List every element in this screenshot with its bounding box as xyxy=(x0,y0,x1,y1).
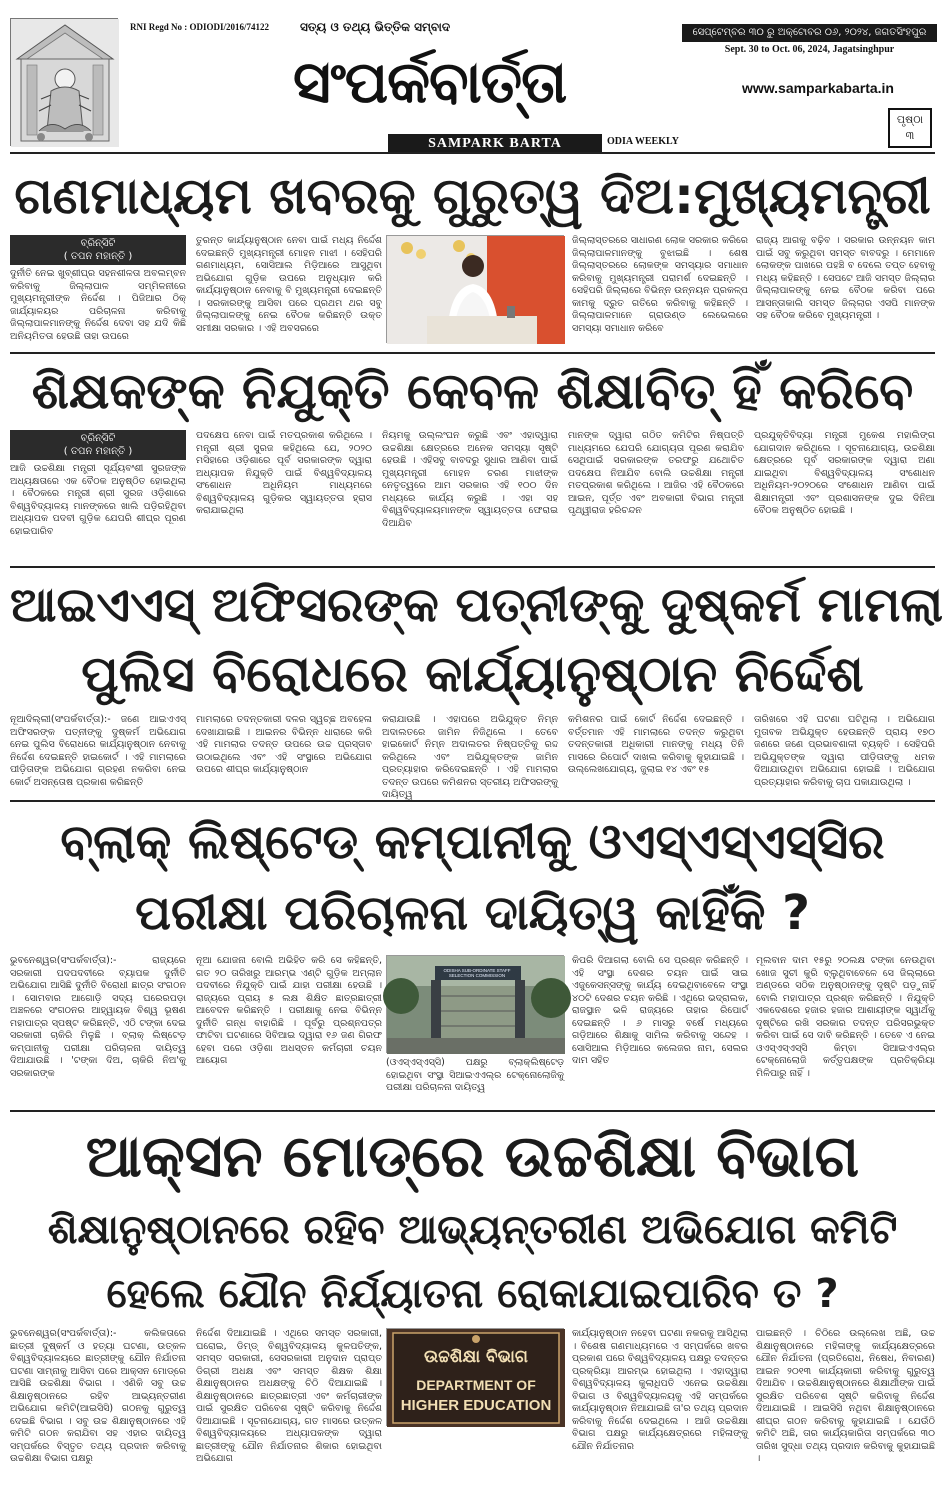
rni-number: RNI Regd No : ODIODI/2016/74122 xyxy=(130,22,270,32)
article-5-column-3 xyxy=(572,1328,748,1488)
divider xyxy=(10,800,935,802)
website-link[interactable]: www.samparkabarta.in xyxy=(742,80,894,96)
article-3-column-1 xyxy=(10,714,186,794)
headline-article-3-line-2: ପୁଲିସ ବିରୋଧରେ କାର୍ଯ୍ୟାନୁଷ୍ଠାନ ନିର୍ଦ୍ଦେଶ xyxy=(81,645,864,703)
headline-article-4-line-1: ବ୍ଲାକ୍ ଲିଷ୍ଟେଡ୍ କମ୍ପାନୀକୁ ଓଏସ୍‌ଏସ୍‌ଏସ୍‌ସିର xyxy=(60,814,885,870)
article-3-column-3 xyxy=(382,714,558,800)
article-text: କାର୍ଯ୍ୟାନୁଷ୍ଠାନ ନହେବା ଘଟଣା ନକରକୁ ଆସିଥିଲା । ବିଶେଷ ଗଣମାଧ୍ୟମରେ ଏ ସମ୍ପର୍କରେ ଖବର ପ୍ରକାଶ ପରେ ବିଶ୍ୱବିଦ୍ୟାଳୟ ପକ୍ଷରୁ ତଦନ୍ତର ପ୍ରକ୍ରିୟା ଆରମ୍ଭ ହୋଇଥିଲା । ଏହାଦ୍ୱାରା ବିଶ୍ୱବିଦ୍ୟାଳୟ କୁଲାଧିପତି ଏନେଇ ଉଚ୍ଚଶିକ୍ଷା ବିଭାଗ ଓ ବିଶ୍ୱବିଦ୍ୟାଳୟକୁ ଏହି ସମ୍ପର୍କରେ କାର୍ଯ୍ୟାନୁଷ୍ଠାନ ନିଆଯାଇଛି ତା'ର ତଥ୍ୟ ପ୍ରଦାନ କରିବାକୁ ନିର୍ଦ୍ଦେଶ ଦେଇଥିଲେ । ଆଜି ଉଚ୍ଚଶିକ୍ଷା ବିଭାଗ ପକ୍ଷରୁ କାର୍ଯ୍ୟକ୍ଷେତ୍ରରେ ମହିଳାଙ୍କୁ ଯୌନ ନିର୍ଯାତନାର xyxy=(572,1328,748,1452)
byline-place: ବ୍ରିନ୍‌ସିଟି xyxy=(80,433,116,444)
article-4 xyxy=(10,955,935,1105)
article-text: ମାମଲାରେ ତଦନ୍ତକାରୀ ଦଳର ସ୍ୱଚ୍ଛ ଅବହେଳା ଦେଖାଯାଇଛି । ଆଇନର ବିଭିନ୍ନ ଧାରାରେ କରି ଏହି ମାମଲାର ତଦନ୍ତ ଉପରେ ଉଚ୍ଚ ପ୍ରସ୍ତାବ ଉଠାଇଥିଲେ ଏବଂ ଏହି ସଂସ୍ଥାରେ ଅଭିଯୋଗ ଉପରେ ଶୀଘ୍ର କାର୍ଯ୍ୟାନୁଷ୍ଠାନ xyxy=(196,714,372,775)
ossc-photo xyxy=(386,955,564,1053)
page-label: ପୃଷ୍ଠା xyxy=(896,113,924,126)
article-2-column-1 xyxy=(10,430,186,560)
article-1 xyxy=(10,235,935,350)
article-text: ନିର୍ଦ୍ଦେଶ ଦିଆଯାଇଛି । ଏଥିରେ ସମସ୍ତ ସରକାରୀ, ଘରୋଇ, ଡିମ୍ଡ୍ ବିଶ୍ୱବିଦ୍ୟାଳୟ କୁଳପତିଙ୍କ, ସମସ୍ତ ସରକାରୀ, ସେସରକାରୀ ଅନୁଦାନ ପ୍ରାପ୍ତ ଡିଗ୍ରୀ ଅଧକ୍ଷ ଏବଂ ସମସ୍ତ ଶିକ୍ଷକ ଶିକ୍ଷା ଶିକ୍ଷାନୁଷ୍ଠାନର ଅଧକ୍ଷଙ୍କୁ ଚିଠି ଦିଆଯାଇଛି । ଶିକ୍ଷାନୁଷ୍ଠାନରେ ଛାତ୍ରଛାତ୍ରୀ ଏବଂ କର୍ମଚାରୀଙ୍କ ପାଇଁ ସୁରକ୍ଷିତ ପରିବେଶ ସୃଷ୍ଟି କରିବାକୁ ନିର୍ଦ୍ଦେଶ ଦିଆଯାଇଛି । ସୂଚନାଯୋଗ୍ୟ, ଗତ ମାସରେ ଉତ୍କଳ ବିଶ୍ୱବିଦ୍ୟାଳୟରେ ଅଧ୍ୟାପକଙ୍କ ଦ୍ୱାରା ଛାତ୍ରୀଙ୍କୁ ଯୌନ ନିର୍ଯାତନାର ଶିକାର ହୋଇଥିବା ଅଭିଯୋଗ xyxy=(196,1328,382,1464)
article-2-column-4 xyxy=(568,430,744,560)
masthead xyxy=(10,10,935,150)
caption-text: (ଓଏସ୍‌ଏସ୍‌ଏସ୍‌ସି) ପକ୍ଷରୁ ବ୍ଲାକ୍‌ଲିଷ୍ଟେଡ଼ ହୋଇଥିବା ସଂସ୍ଥା ସିଆଇଏଏଲ୍‌ର ଟେକ୍ନୋଲୋଜିକୁ ପରୀକ୍ଷା ପରିଚାଳନା ଦାୟିତ୍ୱ xyxy=(386,1057,564,1093)
sign-english-line-1: DEPARTMENT OF xyxy=(416,1377,536,1393)
masthead-divider xyxy=(10,152,935,154)
article-3-column-2 xyxy=(196,714,372,794)
headline-article-4-line-2: ପରୀକ୍ଷା ପରିଚାଳନା ଦାୟିତ୍ୱ କାହିଁକି ? xyxy=(135,885,810,941)
article-text: ପଦକ୍ଷେପ ନେବା ପାଇଁ ମତପ୍ରକାଶ କରିଥିଲେ । ମନ୍ତ୍ରୀ ଶ୍ରୀ ସୁରଜ କହିଥିଲେ ଯେ, ୨୦୨୦ ମସିହାରେ ଓଡ଼ିଶାରେ ପୂର୍ବ ସରକାରଙ୍କ ଦ୍ୱାରା ଅଧ୍ୟାପକ ନିଯୁକ୍ତି ପାଇଁ ବିଶ୍ୱବିଦ୍ୟାଳୟ ସଂଶୋଧନ ଅଧିନିୟମ ମାଧ୍ୟମରେ ବିଶ୍ୱବିଦ୍ୟାଳୟ ଗୁଡ଼ିକର ସ୍ୱାୟତ୍ତତା ହ୍ରାସ କରାଯାଇଥିଲା xyxy=(196,430,372,516)
photo-caption xyxy=(386,1057,564,1105)
article-3-column-5 xyxy=(754,714,935,794)
date-english: Sept. 30 to Oct. 06, 2024, Jagatsinghpur xyxy=(724,44,895,55)
logo-english: SAMPARK BARTA xyxy=(388,134,602,154)
ossc-photo-block xyxy=(386,955,564,1105)
article-text: ତୁରନ୍ତ କାର୍ଯ୍ୟାନୁଷ୍ଠାନ ନେବା ପାଇଁ ମଧ୍ୟ ନିର୍ଦ୍ଦେଶ ଦେଇଛନ୍ତି ମୁଖ୍ୟମନ୍ତ୍ରୀ ମୋହନ ମାଝୀ । ସେହିପରି ଗଣମାଧ୍ୟମ, ସୋସିଆଲ ମିଡ଼ିଆରେ ଆସୁଥିବା ଅଭିଯୋଗ ଗୁଡ଼ିକ ଉପରେ ଅନୁଧ୍ୟାନ କରି କାର୍ଯ୍ୟାନୁଷ୍ଠାନ ନେବାକୁ ବି ମୁଖ୍ୟମନ୍ତ୍ରୀ ଦେଇଛନ୍ତି । ସରକାରଙ୍କୁ ଆସିବା ପରେ ପ୍ରଥମ ଥର ସବୁ ଜିଲ୍ଲାପାଳଙ୍କୁ ନେଇ ବୈଠକ କରିଛନ୍ତି ଉକ୍ତ ସମୀକ୍ଷା ସରକାର । ଏହି ଅବସରରେ xyxy=(196,235,382,334)
article-text: ନିୟମକୁ ଉଲ୍ଲଂଘନ କରୁଛି ଏବଂ ଏହାଦ୍ୱାରା ଉଚ୍ଚଶିକ୍ଷା କ୍ଷେତ୍ରରେ ଅନେକ ସମସ୍ୟା ସୃଷ୍ଟି ହେଉଛି । ଏହିସବୁ ବାବଦରୁ ସୁଧାର ଆଣିବା ପାଇଁ ମୁଖ୍ୟମନ୍ତ୍ରୀ ମୋହନ ଚରଣ ମାଝୀଙ୍କ ନେତୃତ୍ୱରେ ଆମ ସରକାର ଏହି ୧୦୦ ଦିନ ମଧ୍ୟରେ କାର୍ଯ୍ୟ କରୁଛି । ଏହା ସହ ବିଶ୍ୱବିଦ୍ୟାଳୟମାନଙ୍କ ସ୍ୱାୟତ୍ତତା ଫେରାଇ ଦିଆଯିବ xyxy=(382,430,558,529)
article-5-column-4 xyxy=(756,1328,935,1488)
article-1-column-2 xyxy=(196,235,382,350)
date-odia: ସେପ୍ଟେମ୍ବର ୩୦ ରୁ ଅକ୍ଟୋବର ୦୬, ୨୦୨୪, ଜଗତସିଂହପୁର xyxy=(682,24,937,42)
article-2-column-5 xyxy=(754,430,935,560)
headline-article-3-line-1: ଆଇଏଏସ୍ ଅଫିସରଙ୍କ ପତ୍ନୀଙ୍କୁ ଦୁଷ୍କର୍ମ ମାମଲା xyxy=(10,577,943,633)
article-3-column-4 xyxy=(568,714,744,794)
article-2-column-2 xyxy=(196,430,372,560)
byline-author: ( ତପନ ମହାନ୍ତି ) xyxy=(63,446,133,457)
article-5-column-1 xyxy=(10,1328,186,1488)
article-text: ଆଜି ଉଚ୍ଚଶିକ୍ଷା ମନ୍ତ୍ରୀ ସୂର୍ଯ୍ୟବଂଶୀ ସୁରଜଙ୍କ ଅଧ୍ୟକ୍ଷତାରେ ଏକ ବୈଠକ ଅନୁଷ୍ଠିତ ହୋଇଥିଲା । ବୈଠକରେ ମନ୍ତ୍ରୀ ଶ୍ରୀ ସୁରଜ ଓଡ଼ିଶାରେ ବିଶ୍ୱବିଦ୍ୟାଳୟ ମାନଙ୍କରେ ଖାଲି ପଡ଼ିରହିଥିବା ଅଧ୍ୟାପକ ପଦବୀ ଗୁଡ଼ିକ ଯେପରି ଶୀଘ୍ର ପୂରଣ ହୋଇପାରିବ xyxy=(10,463,186,537)
article-text: ରାଜ୍ୟ ଆଗକୁ ବଢ଼ିବ । ସରକାର ଉନ୍ନୟନ କାମ ପାଇଁ ସବୁ କରୁଥିବା ସମସ୍ତ ବାବଦରୁ । ମେମାନେ ଲୋକଙ୍କ ପାଖରେ ପହଞ୍ଚି ବ ଦେଲେ ତପ୍ତ ହେବାକୁ ମଧ୍ୟ କହିଛନ୍ତି । ସେପଟେ ଆଜି ସମସ୍ତ ଜିଲ୍ଲାର ଜିଲ୍ଲାପାଳଙ୍କୁ ନେଇ ବୈଠକ କରିବା ପରେ ଆସନ୍ତାକାଲି ସମସ୍ତ ଜିଲ୍ଲାର ଏସପି ମାନଙ୍କ ସହ ବୈଠକ କରିବେ ମୁଖ୍ୟମନ୍ତ୍ରୀ । xyxy=(756,235,935,321)
byline-place: ବ୍ରିନ୍‌ସିଟି xyxy=(80,238,116,249)
headline-article-2: ଶିକ୍ଷକଙ୍କ ନିଯୁକ୍ତି କେବଳ ଶିକ୍ଷାବିତ୍ ହିଁ କରିବେ xyxy=(31,362,914,420)
divider xyxy=(10,566,935,568)
article-text: ମାନଙ୍କ ଦ୍ୱାରା ଗଠିତ କମିଟିର ନିଷ୍ପତ୍ତି ମାଧ୍ୟମରେ ଯେପରି ଯୋଗ୍ୟତା ପୂରଣ କରାଯିବ ସେଥିପାଇଁ ସରକାରଙ୍କ ତରଫରୁ ଯଥୋଚିତ ପଦକ୍ଷେପ ନିଆଯିବ ବୋଲି ଉଚ୍ଚଶିକ୍ଷା ମନ୍ତ୍ରୀ ମତପ୍ରକାଶ କରିଥିଲେ । ଆଜିର ଏହି ବୈଠକରେ ଆଇନ, ପୂର୍ତ୍ତ ଏବଂ ଅବକାରୀ ବିଭାଗ ମନ୍ତ୍ରୀ ପୃଥ୍ୱୀରାଜ ହରିଚନ୍ଦନ xyxy=(568,430,744,516)
page-number: ୩ xyxy=(905,129,915,142)
weekly-label: ODIA WEEKLY xyxy=(607,136,679,147)
page-number-box xyxy=(888,108,932,148)
deity-image xyxy=(11,19,119,147)
article-text: ଜିଲ୍ଲାସ୍ତରରେ ସାଧାରଣ ଲୋକ ସରକାର କରିରେ ଜିଲ୍ଲାପାଳମାନଙ୍କୁ ବୁଝାଇଛି । ଶେଷ ଜିଲ୍ଲାସ୍ତରରେ ଲୋକଙ୍କ ସମସ୍ୟାର ସମାଧାନ କରିବାକୁ ମୁଖ୍ୟମନ୍ତ୍ରୀ ପରାମର୍ଶ ଦେଇଛନ୍ତି । ସେହିପରି ଜିଲ୍ଲାରେ ବିଭିନ୍ନ ଉନ୍ନୟନ ପ୍ରକଳ୍ପ କାମକୁ ଦ୍ରୁତ ଗତିରେ କରିବାକୁ କହିଛନ୍ତି । ଜିଲ୍ଲାପାଳମାନେ ଗ୍ରାଉଣ୍ଡ ଲେଭେଲରେ ସମସ୍ୟା ସମାଧାନ କରିବେ xyxy=(572,235,748,334)
cm-photo xyxy=(386,235,564,343)
sign-odia-text: ଉଚ୍ଚଶିକ୍ଷା ବିଭାଗ xyxy=(424,1347,528,1367)
byline-author: ( ତପନ ମହାନ୍ତି ) xyxy=(63,251,133,262)
article-4-column-1 xyxy=(10,955,186,1105)
higher-education-sign-photo xyxy=(386,1328,564,1426)
article-5-column-2 xyxy=(196,1328,382,1488)
article-1-column-4 xyxy=(756,235,935,350)
gate-sign-text: ODISHA SUB-ORDINATE STAFF SELECTION COMMISSION xyxy=(443,968,511,978)
article-4-column-4 xyxy=(756,955,935,1105)
divider xyxy=(10,352,935,354)
article-4-column-2 xyxy=(196,955,382,1105)
article-text: କିପରି ଦିଆଗଲା ବୋଲି ସେ ପ୍ରଶ୍ନ କରିଛନ୍ତି । ଏହି ସଂସ୍ଥା ଦେଶର ଚୟନ ପାଇଁ ସାଇ ଏଜୁକେସନ୍‌ସଙ୍କୁ କାର୍ଯ୍ୟ ଦେଇଥିବାବେଳେ ସଂସ୍ଥା ୪୦ଟି ଦେଶର ଚୟନ କରିଛି । ଏଥିରେ ଭଦ୍ରାଲକ, ରାଜସ୍ଥାନ ଭଳି ରାଜ୍ୟରେ ତାହାର ରିପୋର୍ଟ ଦେଇଛନ୍ତି । ୬ ମାସରୁ ବର୍ଷେ ମଧ୍ୟରେ ଗଡ଼ିଆରେ ଶିକ୍ଷାକୁ ସାମିଲ କରିବାକୁ ସନ୍ଦେହ । ସୋସିଆଲ ମିଡ଼ିଆରେ କଲେଜର ନାମ, ସେଲର ଦାମ ସହିତ xyxy=(572,955,748,1066)
deity-illustration xyxy=(10,18,118,146)
headline-article-5-line-2: ଶିକ୍ଷାନୁଷ୍ଠାନରେ ରହିବ ଆଭ୍ୟନ୍ତରୀଣ ଅଭିଯୋଗ କମିଟି xyxy=(47,1207,898,1253)
article-text: କରାଯାଉଛି । ଏହାପରେ ଅଭିଯୁକ୍ତ ନିମ୍ନ ଅଦାଲତରେ ଜାମିନ ନିଜିଥିଲେ । ତେବେ ହାଇକୋର୍ଟ ନିମ୍ନ ଅଦାଲତର ନିଷ୍ପତ୍ତିକୁ ରଦ୍ଦ କରିଥିଲେ ଏବଂ ଅଭିଯୁକ୍ତଙ୍କ ଜାମିନ ପ୍ରତ୍ୟାହାର କରିଦେଇଛନ୍ତି । ଏହି ମାମଲାର ତଦନ୍ତ ଉପରେ କମିଶନର ସ୍ତରୀୟ ଅଫିସରଙ୍କୁ ଦାୟିତ୍ୱ xyxy=(382,714,558,800)
article-text: ଭୁବନେଶ୍ୱର(ସଂପର୍କବାର୍ତ୍ତା):- ରାଜ୍ୟରେ ସରକାରୀ ପଦପଦବୀରେ ବ୍ୟାପକ ଦୁର୍ନୀତି ଅଭିଯୋଗ ଆସିଛି ଦୁର୍ନୀତି ବିରୋଧୀ ଛାତ୍ର ସଂଗଠନ । ସୋମବାର ଆଗୋଡ଼ି ସଦ୍ୟ ଘରେରପଡ଼ା ଅଞ୍ଚଳରେ ସଂଗଠନର ଆହ୍ୱାୟକ ବିଶ୍ୱ ଭୂଷଣ ମହାପାତ୍ର ସ୍ପଷ୍ଟ କରିଛନ୍ତି, ଏଠି ଟଙ୍କା ଦେଇ ସରକାରୀ ଚାକିରି ମିଳୁଛି । ବ୍ଲାକ୍ ଲିଷ୍ଟେଡ଼ କମ୍ପାନୀକୁ ପରୀକ୍ଷା ପରିଚାଳନା ଦାୟିତ୍ୱ ଦିଆଯାଉଛି । 'ଟଙ୍କା ଦିଅ, ଚାକିରି ନିଅ'କୁ ସରକାରଙ୍କ xyxy=(10,955,186,1079)
article-3 xyxy=(10,714,935,800)
article-1-column-3 xyxy=(572,235,748,350)
article-4-column-3 xyxy=(572,955,748,1105)
article-text: ମୂଲବାନ ଦାମ ୧୫ରୁ ୨୦ଲକ୍ଷ ଟଙ୍କା ନେଉଥିବା ଖୋଜ ସୁଚୀ କୁରି ବ୍ଲୁଥିବାବେଳେ ସେ ଜିଲ୍ଲାରେ ଅଣ୍ଡରେ ସଠିକ ଅନୁଷ୍ଠାନଙ୍କୁ ଦୃଷ୍ଟି ପଡ଼ୁନାହିଁ ବୋଲି ମହାପାତ୍ର ପ୍ରଶ୍ନ କରିଛନ୍ତି । ନିଯୁକ୍ତି ଏକଦେଶରେ ହଜାର ହଜାର ଆଶାୟୀଙ୍କ ସ୍ୱାର୍ଥକୁ ଦୃଷ୍ଟିରେ ରଖି ସରକାର ତଦନ୍ତ ପରିସରଭୁକ୍ତ କରିବା ପାଇଁ ସେ ଦାବି କରିଛନ୍ତି । ତେବେ ଏ ନେଇ ଓଏସ୍‌ଏସ୍‌ଏସ୍‌ସି କିମ୍ବା ସିଆଇଏଏଲ୍‌ର ଟେକ୍ନୋଲୋଜି କର୍ତ୍ତୃପକ୍ଷଙ୍କ ପ୍ରତିକ୍ରିୟା ମିଳିପାରୁ ନାହିଁ । xyxy=(756,955,935,1079)
headline-article-5-line-1: ଆକ୍ସନ ମୋଡ୍‌ରେ ଉଚ୍ଚଶିକ୍ଷା ବିଭାଗ xyxy=(85,1122,860,1190)
chief-minister-image xyxy=(387,236,565,344)
headline-article-5-line-3: ହେଲେ ଯୌନ ନିର୍ଯ୍ୟାତନା ରୋକାଯାଇପାରିବ ତ ? xyxy=(106,1271,839,1317)
article-text: ନୂଆଦିଲ୍ଲୀ(ସଂପର୍କବାର୍ତ୍ତା):- ଜଣେ ଆଇଏଏସ୍ ଅଫିସରଙ୍କ ପତ୍ନୀଙ୍କୁ ଦୁଷ୍କର୍ମ ଅଭିଯୋଗ ନେଇ ପୁଲିସ ବିରୋଧରେ କାର୍ଯ୍ୟାନୁଷ୍ଠାନ ନେବାକୁ ନିର୍ଦ୍ଦେଶ ଦେଇଛନ୍ତି ହାଇକୋର୍ଟ । ଏହି ମାମଲାରେ ପୀଡ଼ିତାଙ୍କ ଅଭିଯୋଗ ଗ୍ରହଣ ନକରିବା ନେଇ କୋର୍ଟ ଅସନ୍ତୋଷ ପ୍ରକାଶ କରିଛନ୍ତି xyxy=(10,714,186,788)
tagline: ସତ୍ୟ ଓ ତଥ୍ୟ ଭିତ୍ତିକ ସମ୍ବାଦ xyxy=(300,20,451,34)
article-5 xyxy=(10,1328,935,1488)
byline xyxy=(10,430,186,460)
byline xyxy=(10,235,186,265)
article-text: କମିଶନର ପାଇଁ କୋର୍ଟ ନିର୍ଦ୍ଦେଶ ଦେଇଛନ୍ତି । ବର୍ତ୍ତମାନ ଏହି ମାମଲାରେ ତଦନ୍ତ କରୁଥିବା ତଦନ୍ତକାରୀ ଅଧିକାରୀ ମାନଙ୍କୁ ମଧ୍ୟ ତିନି ମାସରେ ରିପୋର୍ଟ ଦାଖଲ କରିବାକୁ କୁହାଯାଇଛି । ଉଲ୍ଲେଖଯୋଗ୍ୟ, ଜୁଲାଇ ୧୪ ଏବଂ ୧୫ xyxy=(568,714,744,775)
sign-english-line-2: HIGHER EDUCATION xyxy=(400,1397,552,1414)
article-2-column-3 xyxy=(382,430,558,560)
divider xyxy=(10,1110,935,1112)
newspaper-logo: ସଂପର୍କବାର୍ତ୍ତା xyxy=(293,48,567,116)
article-text: ଭୁବନେଶ୍ୱର(ସଂପର୍କବାର୍ତ୍ତା):- କଲିକତାରେ ଛାତ୍ରୀ ଦୁଷ୍କର୍ମ ଓ ହତ୍ୟା ଘଟଣା, ଉତ୍କଳ ବିଶ୍ୱବିଦ୍ୟାଳୟରେ ଛାତ୍ରୀଙ୍କୁ ଯୌନ ନିର୍ଯାତନା ଘଟଣା ସାମ୍ନାକୁ ଆସିବା ପରେ ଆକ୍ସନ ମୋଡ୍‌ରେ ଆସିଛି ଉଚ୍ଚଶିକ୍ଷା ବିଭାଗ । ଏଣିକି ସବୁ ଉଚ୍ଚ ଶିକ୍ଷାନୁଷ୍ଠାନରେ ରହିବ ଆଭ୍ୟନ୍ତରୀଣ ଅଭିଯୋଗ କମିଟି(ଆଇସିସି) ଗଠନକୁ ଗୁରୁତ୍ୱ ଦେଇଛି ବିଭାଗ । ସବୁ ଉଚ୍ଚ ଶିକ୍ଷାନୁଷ୍ଠାନରେ ଏହି କମିଟି ଗଠନ କରାଯିବା ସହ ଏହାର ଦାୟିତ୍ୱ ସମ୍ପର୍କରେ ବିସ୍ତୃତ ତଥ୍ୟ ପ୍ରଦାନ କରିବାକୁ ଉଚ୍ଚଶିକ୍ଷା ବିଭାଗ ପକ୍ଷରୁ xyxy=(10,1328,186,1464)
headline-article-1: ଗଣମାଧ୍ୟମ ଖବରକୁ ଗୁରୁତ୍ୱ ଦିଅ:ମୁଖ୍ୟମନ୍ତ୍ରୀ xyxy=(14,167,931,225)
article-text: ଦୁର୍ନୀତି ନେଇ ଖୁବ୍‌ଶୀଘ୍ର ସହନଶୀଳତା ଅବଲମ୍ବନ କରିବାକୁ ଜିଲ୍ଲାପାଳ ସମ୍ମିଳନୀରେ ମୁଖ୍ୟମନ୍ତ୍ରୀଙ୍କ ନିର୍ଦ୍ଦେଶ । ପିଜିଆର ଠିକ୍ ଜାର୍ଯ୍ୟାଳୟର ପରିଚାଳନା କରିବାକୁ ଜିଲ୍ଲାପାଳମାନଙ୍କୁ ନିର୍ଦ୍ଦେଶ ଦେବା ସହ ଯଦି କିଛି ଅନିୟମିତତା ହେଉଛି ତାହା ଉପରେ xyxy=(10,268,186,342)
article-2 xyxy=(10,430,935,560)
article-1-column-1 xyxy=(10,235,186,350)
article-text: ନୂଆ ଯୋଜନା ବୋଲି ଅଭିହିତ କରି ସେ କହିଛନ୍ତି, ଗତ ୨୦ ତାରିଖରୁ ଆରମ୍ଭ ଏଣ୍ଟି ଗୁଡ଼ିକ ଅମ୍ଲାନ ପଦବୀରେ ନିଯୁକ୍ତି ପାଇଁ ଯାହା ପରୀକ୍ଷା ହେଉଛି । ରାଜ୍ୟରେ ପ୍ରାୟ ୫ ଲକ୍ଷ ଶିକ୍ଷିତ ଛାତ୍ରଛାତ୍ରୀ ଆବେଦନ କରିଛନ୍ତି । ପରୀକ୍ଷାକୁ ନେଇ ବିଭିନ୍ନ ଦୁର୍ନୀତି ଗନ୍ଧ ବାହାରିଛି । ପୂର୍ବରୁ ପ୍ରଶ୍ନପତ୍ର ଫାଟିବା ଘଟଣାରେ ସିବିଆଇ ଦ୍ୱାରା ୧୬ ଜଣ ଗିରଫ ହେବା ପରେ ଓଡ଼ିଶା ଅଧସ୍ତନ କର୍ମଚାରୀ ଚୟନ ଆୟୋଗ xyxy=(196,955,382,1066)
article-text: ପାଇଛନ୍ତି । ଚିଠିରେ ଉଲ୍ଲେଖ ଅଛି, ଉଚ୍ଚ ଶିକ୍ଷାନୁଷ୍ଠାନରେ ମହିଳାଙ୍କୁ କାର୍ଯ୍ୟକ୍ଷେତ୍ରରେ ଯୌନ ନିର୍ଯାତନା (ପ୍ରତିରୋଧ, ନିଷେଧ, ନିବାରଣ) ଆଇନ ୨୦୧୩ କାର୍ଯ୍ୟକାରୀ କରିବାକୁ ଗୁରୁତ୍ୱ ଦିଆଯିବ । ଉଚ୍ଚଶିକ୍ଷାନୁଷ୍ଠାନରେ ଶିକ୍ଷାର୍ଥୀଙ୍କ ପାଇଁ ସୁରକ୍ଷିତ ପରିବେଶ ସୃଷ୍ଟି କରିବାକୁ ନିର୍ଦ୍ଦେଶ ଦିଆଯାଇଛି । ଆଇସିସି ନଥିବା ଶିକ୍ଷାନୁଷ୍ଠାନରେ ଶୀଘ୍ର ଗଠନ କରିବାକୁ କୁହାଯାଇଛି । ଯେଉଁଠି କମିଟି ଅଛି, ତାର କାର୍ଯ୍ୟକାରିତା ସମ୍ପର୍କରେ ୩୦ ତାରିଖ ସୁଦ୍ଧା ତଥ୍ୟ ପ୍ରଦାନ କରିବାକୁ କୁହାଯାଇଛି । xyxy=(756,1328,935,1464)
article-text: ତାରିଖରେ ଏହି ଘଟଣା ଘଟିଥିଲା । ଅଭିଯୋଗ ମୁତାବକ ଅଭିଯୁକ୍ତ ହେଉଛନ୍ତି ପ୍ରାୟ ୧୭୦ ଜଣରେ ଜଣେ ପ୍ରଭାବଶାଳୀ ବ୍ୟକ୍ତି । ସେହିପରି ଅଭିଯୁକ୍ତଙ୍କ ଦ୍ୱାରା ପୀଡ଼ିତାଙ୍କୁ ଧମକ ଦିଆଯାଉଥିବା ଅଭିଯୋଗ ହୋଇଛି । ଅଭିଯୋଗ ପ୍ରତ୍ୟାହାର କରିବାକୁ ଚାପ ପକାଯାଉଥିଲା । xyxy=(754,714,935,788)
article-text: ପ୍ରଯୁକ୍ତିବିଦ୍ୟା ମନ୍ତ୍ରୀ ମୁକେଶ ମହାଲିଙ୍ଗ ଯୋଗଦାନ କରିଥିଲେ । ସୂଚନାଯୋଗ୍ୟ, ଉଚ୍ଚଶିକ୍ଷା କ୍ଷେତ୍ରରେ ପୂର୍ବ ସରକାରଙ୍କ ଦ୍ୱାରା ଅଣା ଯାଇଥିବା ବିଶ୍ୱବିଦ୍ୟାଳୟ ସଂଶୋଧନ ଅଧିନିୟମ-୨୦୨୦ରେ ସଂଶୋଧନ ଆଣିବା ପାଇଁ ଶିକ୍ଷାମନ୍ତ୍ରୀ ଏବଂ ପ୍ରଶାସନଙ୍କ ଦୁଇ ଦିନିଆ ବୈଠକ ଅନୁଷ୍ଠିତ ହୋଇଛି । xyxy=(754,430,935,516)
